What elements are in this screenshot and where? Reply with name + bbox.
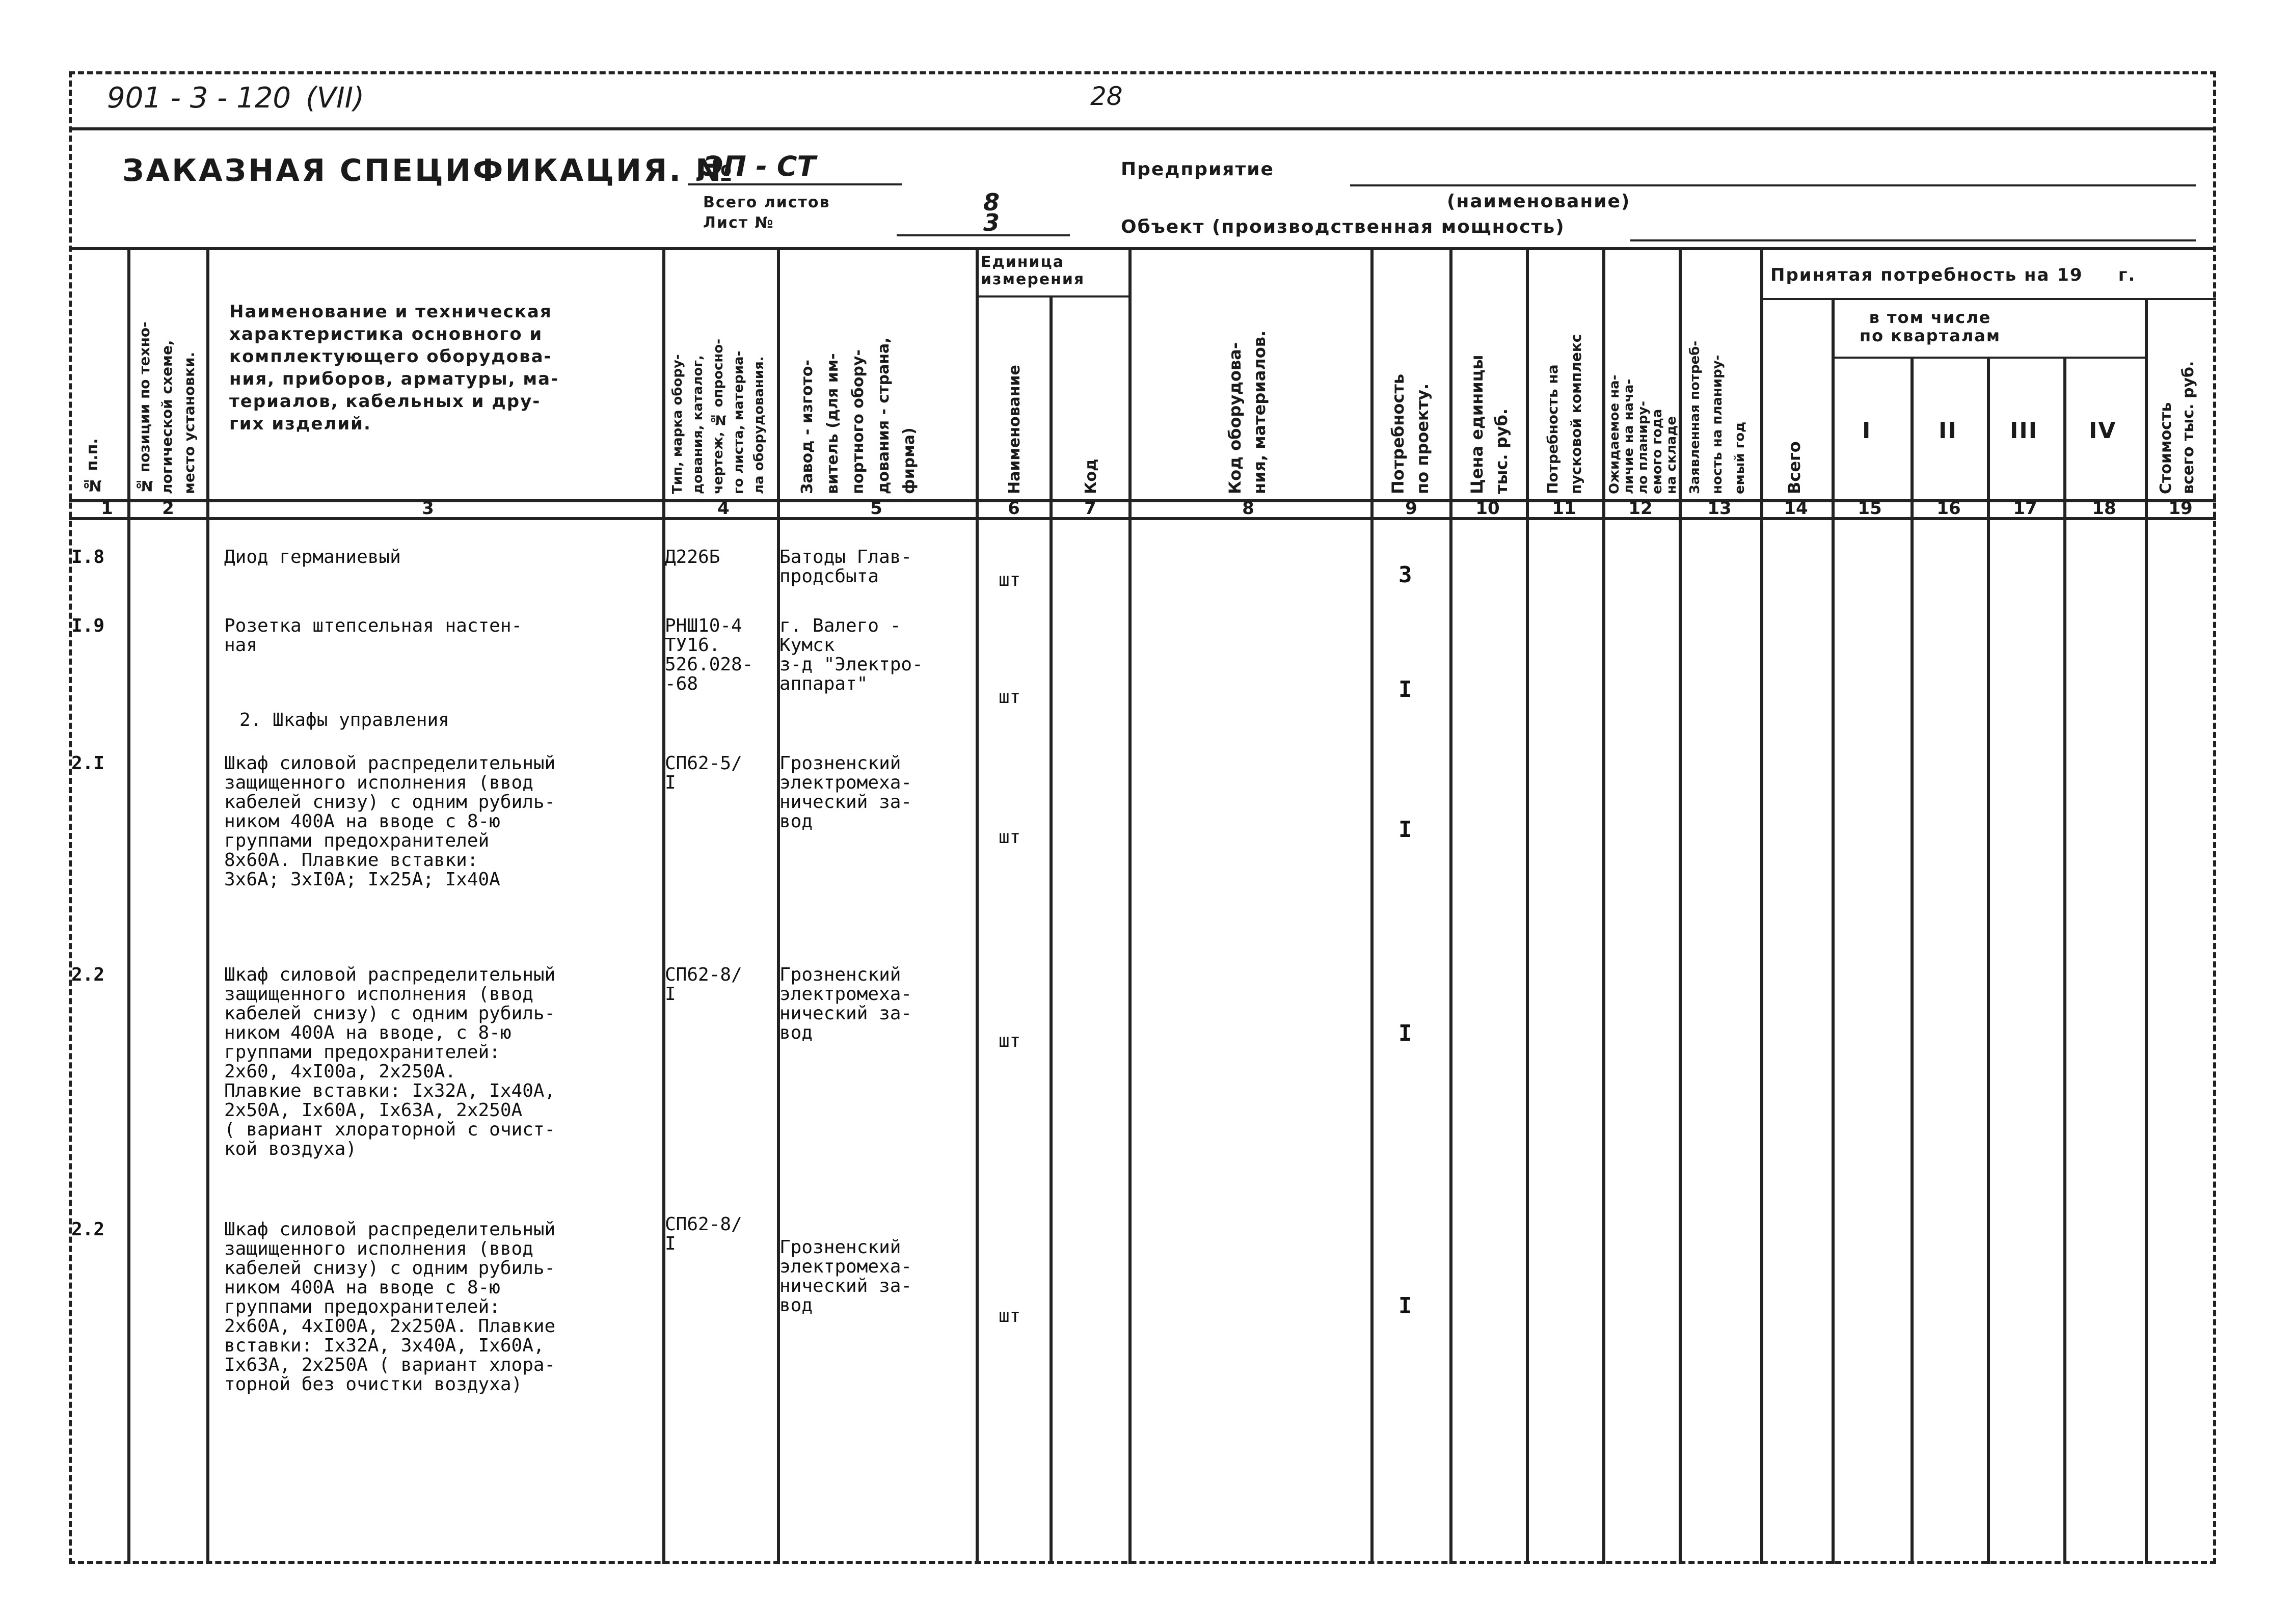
header-declared: Заявленная потреб- ность на планиру- емый год [1687,340,1747,494]
header-quarters-group: в том числе по кварталам [1860,308,2001,345]
row-4-num: 2.2 [71,964,105,985]
header-q3: III [2010,418,2038,444]
col-line-13 [1760,247,1763,1564]
row-2-type: РНШ10-4 ТУ16. 526.028- -68 [665,615,754,694]
row-5-unit: шт [999,1306,1021,1327]
row-1-unit: шт [999,570,1021,590]
row-1-type: Д226Б [665,547,720,567]
header-position: № позиции по техно- логической схеме, место установки. [136,321,198,494]
header-need: Потребность по проекту. [1388,373,1432,494]
header-unit-code: Код [1082,458,1100,494]
row-3-name: Шкаф силовой распределительный защищенного исполнения (ввод кабелей снизу) с одним рубиль- ником 400А на вводе с 8-ю группами предохранителей 8х60А. Плавкие вставки: 3х6А; 3хI0А; Iх25А; Iх40А [224,753,556,890]
col-number-19: 19 [2168,498,2193,519]
col-number-7: 7 [1084,498,1096,519]
header-q2: II [1939,418,1957,444]
sheet-no: 3 [983,209,1000,236]
col-number-18: 18 [2092,498,2116,519]
table-top-line [69,247,2216,250]
col-number-8: 8 [1242,498,1254,519]
col-line-15 [1911,357,1914,1564]
doc-code: 901 - 3 - 120 [107,82,291,115]
col-number-17: 17 [2013,498,2037,519]
enterprise-underline [1350,184,2196,186]
col-line-18 [2145,298,2148,1564]
header-num: № п.п. [84,438,101,494]
section-heading: 2. Шкафы управления [239,710,449,730]
page-number: 28 [1090,82,1123,111]
enterprise-label: Предприятие [1121,159,1274,180]
col-number-15: 15 [1858,498,1882,519]
col-line-6 [1050,295,1053,1564]
row-3-qty: I [1398,817,1412,843]
header-code: Код оборудова- ния, материалов. [1225,330,1269,494]
header-total: Всего [1785,441,1804,494]
col-line-5 [976,247,979,1564]
header-price: Цена единицы тыс. руб. [1467,355,1511,494]
header-launch: Потребность на пусковой комплекс [1544,334,1584,494]
row-4-qty: I [1398,1020,1412,1046]
header-cost: Стоимость всего тыс. руб. [2157,361,2197,494]
col-number-12: 12 [1628,498,1653,519]
row-3-type: СП62-5/ I [665,753,742,793]
col-line-14 [1832,298,1835,1564]
col-numbers-line [69,517,2216,520]
header-unit-name: Наименование [1006,365,1024,494]
col-line-4 [777,247,780,1564]
col-number-1: 1 [101,498,113,519]
row-2-maker: г. Валего - Кумск з-д "Электро- аппарат" [779,615,923,694]
col-number-13: 13 [1707,498,1732,519]
col-line-7 [1128,247,1132,1564]
row-5-maker: Грозненский электромеха- нический за- вод [779,1237,912,1316]
row-5-qty: I [1398,1293,1412,1319]
col-number-3: 3 [422,498,434,519]
header-q4: IV [2089,418,2117,444]
row-4-unit: шт [999,1031,1021,1051]
row-1-num: I.8 [71,547,105,567]
col-number-6: 6 [1008,498,1020,519]
row-2-qty: I [1398,676,1412,702]
row-3-maker: Грозненский электромеха- нический за- вод [779,753,912,832]
col-line-16 [1987,357,1990,1564]
col-line-9 [1449,247,1452,1564]
col-number-14: 14 [1784,498,1808,519]
col-line-11 [1602,247,1605,1564]
spec-number: ЭП - СТ [703,150,816,182]
row-3-num: 2.I [71,753,105,774]
row-2-unit: шт [999,687,1021,708]
doc-title: ЗАКАЗНАЯ СПЕЦИФИКАЦИЯ. № [122,153,735,188]
sheets-total-label: Всего листов [703,194,830,211]
object-label: Объект (производственная мощность) [1121,216,1565,237]
col-line-8 [1370,247,1374,1564]
header-type: Тип, марка обору- дования, каталог, чертеж, № опросно- го листа, материа- ла оборудования. [670,339,767,494]
naming-label: (наименование) [1447,191,1631,212]
header-accepted-group: Принятая потребность на 19 г. [1770,265,2136,285]
col-number-16: 16 [1936,498,1961,519]
col-line-17 [2063,357,2066,1564]
header-unit-group: Единица измерения [981,253,1085,288]
row-1-name: Диод германиевый [224,547,401,567]
divider-top [69,127,2216,130]
header-expected: Ожидаемое на- личие на нача- ло планиру- емого года на складе [1607,374,1679,494]
sheets-total: 8 [983,188,1000,216]
col-number-4: 4 [717,498,730,519]
row-4-type: СП62-8/ I [665,964,742,1005]
header-name: Наименование и техническая характеристика основного и комплектующего оборудова- ния, приборов, арматуры, ма- териалов, кабельных и дру- гих изделий. [229,302,559,434]
col-line-1 [127,247,130,1564]
object-underline [1630,239,2196,241]
row-5-num: 2.2 [71,1219,105,1240]
sheet-underline [897,234,1070,236]
header-q1: I [1862,418,1872,444]
row-1-maker: Батоды Глав- продсбыта [779,547,912,587]
col-number-2: 2 [162,498,174,519]
col-number-9: 9 [1405,498,1417,519]
sheet-no-label: Лист № [703,214,774,232]
row-1-qty: 3 [1398,562,1412,588]
row-2-num: I.9 [71,615,105,636]
row-3-unit: шт [999,827,1021,848]
col-line-2 [206,247,209,1564]
header-bottom-line [69,499,2216,502]
doc-part: (VII) [306,82,365,115]
spec-underline [688,183,902,185]
col-line-3 [662,247,665,1564]
col-line-10 [1526,247,1529,1564]
row-4-maker: Грозненский электромеха- нический за- вод [779,964,912,1043]
col-number-5: 5 [870,498,882,519]
row-2-name: Розетка штепсельная настен- ная [224,615,523,656]
row-5-type: СП62-8/ I [665,1214,742,1254]
col-number-11: 11 [1552,498,1576,519]
row-4-name: Шкаф силовой распределительный защищенного исполнения (ввод кабелей снизу) с одним рубиль- ником 400А на вводе, с 8-ю группами предохранителей: 2х60, 4хI00а, 2х250А. Плавкие вставки: Iх32А, Iх40А, 2х50А, Iх60А, Iх63А, 2х250А ( вариант хлораторной с очист- кой воздуха) [224,964,556,1159]
col-number-10: 10 [1475,498,1500,519]
header-maker: Завод - изгото- витель (для им- портного обору- дования - страна, фирма) [798,337,918,494]
row-5-name: Шкаф силовой распределительный защищенного исполнения (ввод кабелей снизу) с одним рубиль- ником 400А на вводе с 8-ю группами предохранителей: 2х60А, 4хI00А, 2х250А. Плавкие вставки: Iх32А, 3х40А, Iх60А, Iх63А, 2х250А ( вариант хлора- торной без очистки воздуха) [224,1219,556,1395]
